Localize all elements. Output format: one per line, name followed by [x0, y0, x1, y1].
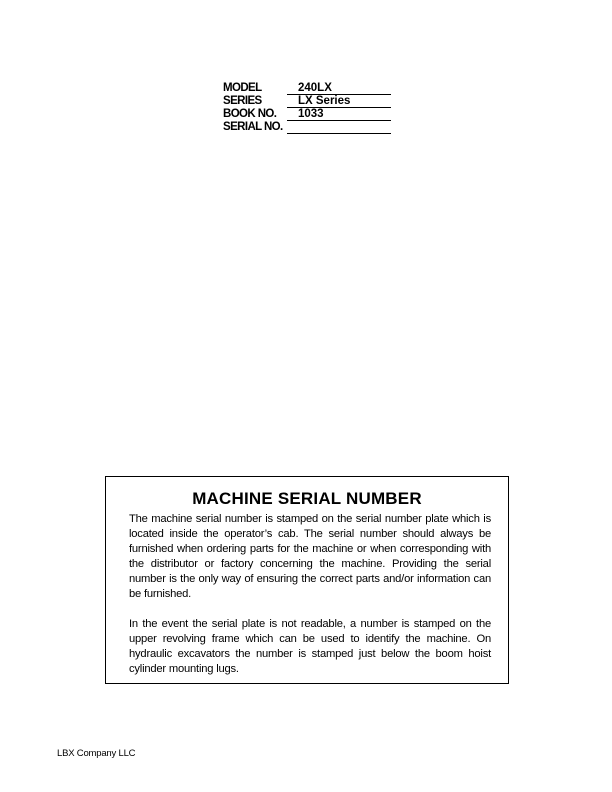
serial-number-notice — [105, 476, 509, 684]
footer-company: LBX Company LLC — [57, 748, 136, 759]
notice-title: MACHINE SERIAL NUMBER — [192, 489, 422, 508]
serial-no-label: SERIAL NO. — [223, 121, 283, 133]
series-value: LX Series — [287, 95, 391, 108]
serial-no-value — [287, 121, 391, 134]
series-label: SERIES — [223, 95, 262, 107]
book-no-row — [223, 108, 391, 121]
notice-paragraph-1: The machine serial number is stamped on the serial number plate which is located inside the operator’s cab. The serial number should always be furnished when ordering parts for the machine or when corresponding with the distributor or factory concerning the machine. Providing the serial number is the only way of ensuring the correct parts and/or information can be furnished. — [129, 513, 491, 600]
series-row — [223, 95, 391, 108]
model-label: MODEL — [223, 82, 262, 94]
machine-info-table — [223, 82, 391, 134]
book-no-value: 1033 — [287, 108, 391, 121]
model-row — [223, 82, 391, 95]
book-no-label: BOOK NO. — [223, 108, 277, 120]
model-value: 240LX — [287, 82, 391, 95]
serial-no-row — [223, 121, 391, 134]
notice-paragraph-2: In the event the serial plate is not readable, a number is stamped on the upper revolving frame which can be used to identify the machine. On hydraulic excavators the number is stamped just below the boom hoist cylinder mounting lugs. — [129, 618, 491, 675]
